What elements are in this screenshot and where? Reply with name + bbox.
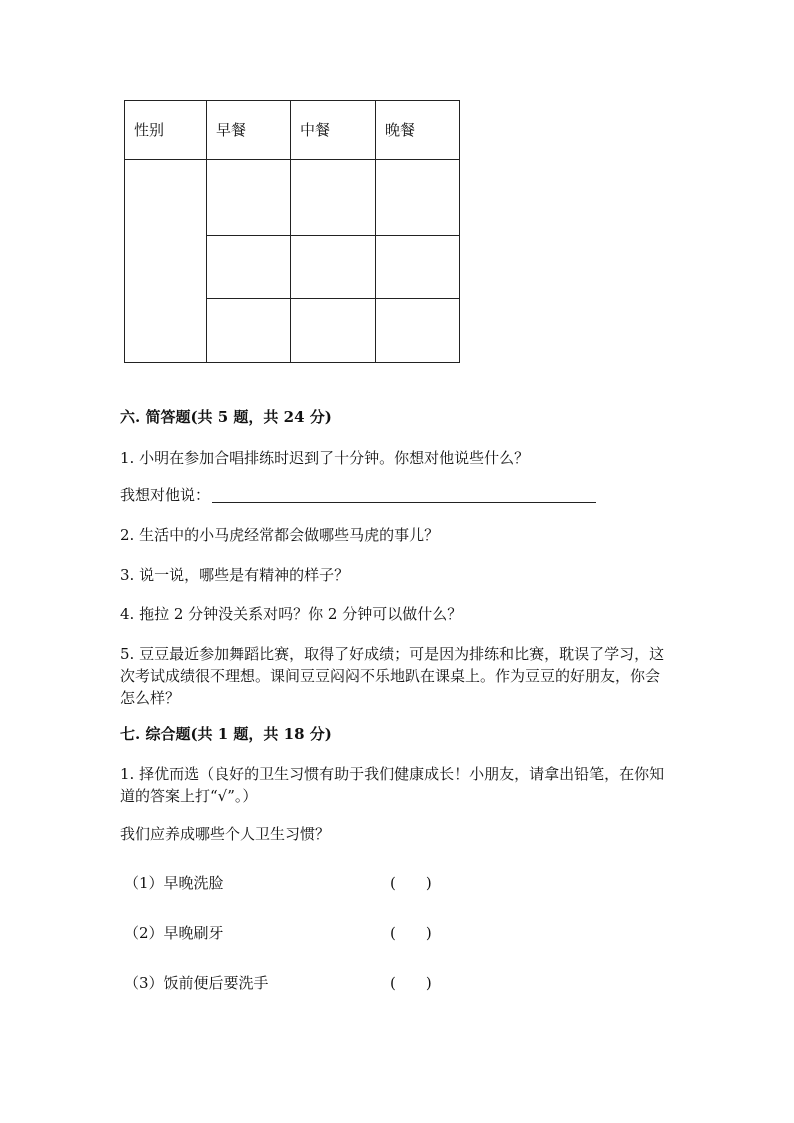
section6-question-3: 3. 说一说，哪些是有精神的样子？	[120, 566, 350, 584]
table-cell	[207, 160, 291, 236]
table-cell	[291, 160, 376, 236]
table-cell	[376, 236, 460, 299]
answer-label: 我想对他说：	[120, 486, 211, 504]
section7-question-1-sub: 我们应养成哪些个人卫生习惯？	[120, 825, 331, 843]
habit-item-1-label: （1）早晚洗脸	[124, 874, 224, 892]
section6-title: 六. 简答题(共 5 题，共 24 分)	[120, 408, 332, 426]
section6-answer-line	[120, 488, 596, 503]
section6-question-5: 5. 豆豆最近参加舞蹈比赛，取得了好成绩；可是因为排练和比赛，耽误了学习，这次考试成绩很不理想。课间豆豆闷闷不乐地趴在课桌上。作为豆豆的好朋友，你会怎么样？	[120, 645, 665, 707]
table-header-row	[125, 101, 460, 160]
header-lunch: 中餐	[291, 101, 376, 160]
table-cell-gender	[125, 160, 207, 363]
habit-item-3-answer[interactable]: ( )	[390, 974, 432, 992]
habit-item-3-label: （3）饭前便后要洗手	[124, 974, 269, 992]
section7-title: 七. 综合题(共 1 题，共 18 分)	[120, 725, 332, 743]
section6-question-4: 4. 拖拉 2 分钟没关系对吗？你 2 分钟可以做什么？	[120, 605, 463, 623]
table-cell	[207, 299, 291, 363]
table-cell	[376, 299, 460, 363]
table-cell	[376, 160, 460, 236]
habit-item-2-answer[interactable]: ( )	[390, 924, 432, 942]
habit-item-1-answer[interactable]: ( )	[390, 874, 432, 892]
section6-question-1: 1. 小明在参加合唱排练时迟到了十分钟。你想对他说些什么？	[120, 449, 530, 467]
table-cell	[291, 236, 376, 299]
section7-question-1: 1. 择优而选（良好的卫生习惯有助于我们健康成长！小朋友，请拿出铅笔，在你知道的答案上打“√”。）	[120, 765, 665, 805]
section6-question-2: 2. 生活中的小马虎经常都会做哪些马虎的事儿？	[120, 526, 440, 544]
header-gender: 性别	[125, 101, 207, 160]
header-breakfast: 早餐	[207, 101, 291, 160]
meal-table	[124, 100, 460, 363]
table-cell	[207, 236, 291, 299]
table-row	[125, 160, 460, 236]
table-cell	[291, 299, 376, 363]
answer-blank[interactable]	[212, 488, 596, 503]
header-dinner: 晚餐	[376, 101, 460, 160]
habit-item-2-label: （2）早晚刷牙	[124, 924, 224, 942]
